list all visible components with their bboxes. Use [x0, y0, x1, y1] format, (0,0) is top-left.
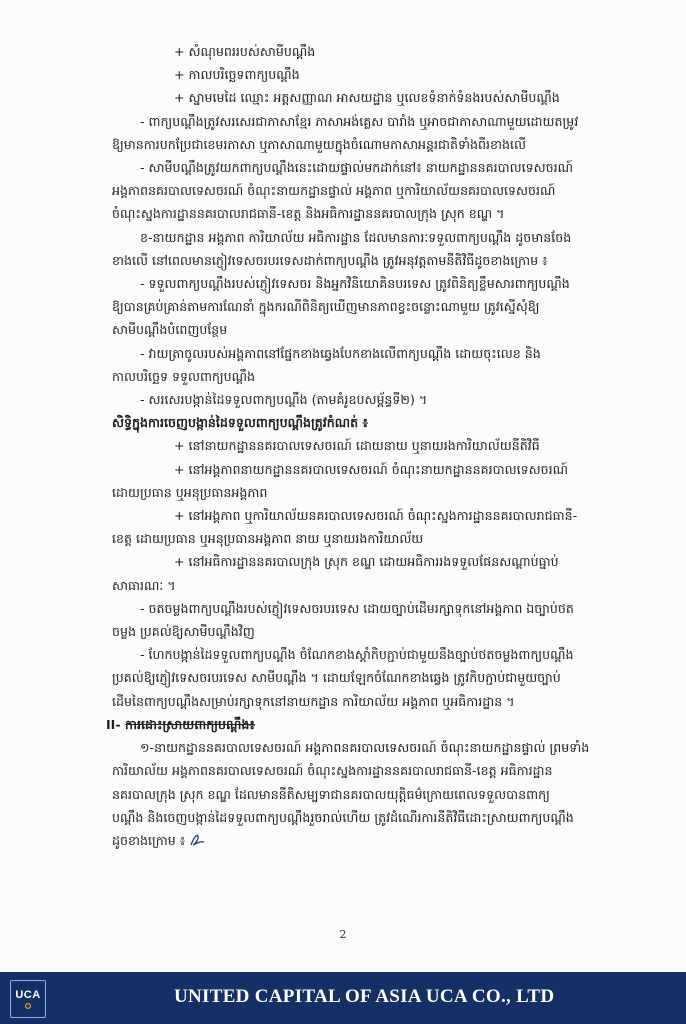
text-line: + នៅអង្គភាព ឬការិយាល័យនគរបាលទេសចរណ៍ ចំណុះស្នងការដ្ឋាននគរបាលរាជធានី- — [174, 508, 578, 524]
text-line: + នៅអង្គភាពនាយកដ្ឋាននគរបាលទេសចរណ៍ ចំណុះនាយកដ្ឋាននគរបាលទេសចរណ៍ — [174, 461, 568, 477]
section-heading — [106, 713, 660, 736]
text-line: - វាយត្រាចូលរបស់អង្គភាពនៅផ្នែកខាងឆ្វេងបែកខាងលើពាក្យបណ្តឹង ដោយចុះលេខ និង — [140, 345, 541, 361]
text-line: ការិយាល័យ អង្គភាពនគរបាលទេសចរណ៍ ចំណុះស្នងការដ្ឋាននគរបាលរាជធានី-ខេត្ត អធិការដ្ឋាន — [112, 763, 553, 779]
text-line: ឱ្យបានគ្រប់គ្រាន់តាមការណែនាំ ក្នុងករណីពិនិត្យឃើញមានភាពខ្វះចន្លោះណាមួយ ត្រូវស្នើសុំឱ្យ — [112, 299, 540, 315]
signature-icon — [189, 833, 205, 847]
text-line: - ហែកបង្កាន់ដៃទទួលពាក្យបណ្តឹង ចំណែកខាងស្តាំកិបភ្ជាប់ជាមួយនឹងច្បាប់ថតចម្លងពាក្យបណ្តឹង — [140, 647, 574, 663]
section-heading-number: II- — [106, 716, 121, 732]
text-line: + នៅអធិការដ្ឋាននគរបាលក្រុង ស្រុក ខណ្ឌ ដោយអធិការរងទទួលផែនសណ្តាប់ធ្នាប់ — [174, 554, 559, 570]
text-line: ចំណុះស្នងការដ្ឋាននគរបាលរាជធានី-ខេត្ត និងអធិការដ្ឋាននគរបាលក្រុង ស្រុក ខណ្ឌ ។ — [112, 206, 505, 222]
text-line: នគរបាលក្រុង ស្រុក ខណ្ឌ ដែលមាននីតិសម្បទាជានគរបាលយុត្តិធម៌ក្រោយពេលទទួលបានពាក្យ — [112, 786, 550, 802]
text-line: ខាងលើ នៅពេលមានភ្ញៀវទេសចរបរទេសដាក់ពាក្យបណ្តឹង ត្រូវអនុវត្តតាមនីតិវិធីដូចខាងក្រោម ៖ — [112, 252, 548, 268]
text-line: ខេត្ត ដោយប្រធាន ឬអនុប្រធានអង្គភាព នាយ ឬនាយរងការិយាល័យ — [112, 531, 424, 547]
text-line: ប្រគល់ឱ្យភ្ញៀវទេសចរបរទេស សាមីបណ្តឹង ។ ដោយឡែកចំណែកខាងឆ្វេង ត្រូវកិបភ្ជាប់ជាមួយច្បាប់ — [112, 670, 561, 686]
text-line: ដោយប្រធាន ឬអនុប្រធានអង្គភាព — [112, 484, 268, 500]
text-line: ឱ្យមានការបកប្រែជាខេមរភាសា ឬភាសាណាមួយក្នុងចំណោមភាសាអន្តរជាតិទាំងពីរខាងលើ — [112, 136, 526, 152]
document-body — [106, 40, 660, 852]
text-line: ១-នាយកដ្ឋាននគរបាលទេសចរណ៍ អង្គភាពនគរបាលទេសចរណ៍ ចំណុះនាយកដ្ឋានផ្ទាល់ ព្រមទាំង — [140, 740, 590, 756]
paragraph-block — [112, 40, 660, 713]
company-name: UNITED CAPITAL OF ASIA UCA CO., LTD — [174, 986, 555, 1007]
text-line: សិទ្ធិក្នុងការចេញបង្កាន់ដៃទទួលពាក្យបណ្តឹងត្រូវកំណត់ ៖ — [112, 415, 369, 431]
text-line: - ពាក្យបណ្តឹងត្រូវសរសេរជាភាសាខ្មែរ ភាសាអង់គ្លេស បារាំង ឬអាចជាភាសាណាមួយដោយតម្រូវ — [140, 113, 579, 129]
text-line: + ស្នាមមេដៃ ឈ្មោះ អត្តសញ្ញាណ អាសយដ្ឋាន ឬលេខទំនាក់ទំនងរបស់សាមីបណ្តឹង — [174, 90, 560, 106]
text-line: + សំណុមពររបស់សាមីបណ្តឹង — [174, 44, 316, 59]
text-line: + នៅនាយកដ្ឋាននគរបាលទេសចរណ៍ ដោយនាយ ឬនាយរងការិយាល័យនីតិវិធី — [174, 438, 540, 454]
text-line: + កាលបរិច្ឆេទពាក្យបណ្តឹង — [174, 67, 300, 83]
text-line: - ទទួលពាក្យបណ្តឹងរបស់ភ្ញៀវទេសចរ និងអ្នកវិនិយោគិនបរទេស ត្រូវពិនិត្យខ្លឹមសារពាក្យបណ្តឹង — [140, 276, 570, 292]
text-line: កាលបរិច្ឆេទ ទទួលពាក្យបណ្តឹង — [112, 368, 256, 384]
section-heading-text: ការដោះស្រាយពាក្យបណ្តឹង៖ — [125, 716, 255, 732]
text-line: អង្គភាពនគរបាលទេសចរណ៍ ចំណុះនាយកដ្ឋានផ្ទាល់ អង្គភាព ឬការិយាល័យនគរបាលទេសចរណ៍ — [112, 183, 556, 199]
logo-mark-icon — [23, 1003, 33, 1009]
text-line: ដើមនៃពាក្យបណ្តឹងសម្រាប់រក្សាទុកនៅនាយកដ្ឋាន ការិយាល័យ អង្គភាព ឬអធិការដ្ឋាន ។ — [112, 693, 515, 709]
text-line: ខ-នាយកដ្ឋាន អង្គភាព ការិយាល័យ អធិការដ្ឋាន ដែលមានភារៈទទួលពាក្យបណ្តឹង ដូចមានចែង — [140, 229, 572, 245]
text-line: - សរសេរបង្កាន់ដៃទទួលពាក្យបណ្តឹង (តាមគំរូឧបសម្ព័ន្ធទី២) ។ — [140, 392, 428, 408]
text-line: បណ្តឹង និងចេញបង្កាន់ដៃទទួលពាក្យបណ្តឹងរួចរាល់ហើយ ត្រូវដំណើរការនីតិវិធីដោះស្រាយពាក្យបណ្តឹង — [112, 809, 574, 825]
text-line: - សាមីបណ្តឹងត្រូវយកពាក្យបណ្តឹងនេះដោយផ្ទាល់មកដាក់នៅ៖ នាយកដ្ឋាននគរបាលទេសចរណ៍ — [140, 160, 573, 176]
footer-banner — [0, 972, 686, 1024]
page-number: 2 — [339, 928, 347, 941]
logo-text: UCA — [15, 989, 41, 1001]
text-line: ចម្លង ប្រគល់ឱ្យសាមីបណ្តឹងវិញ — [112, 624, 255, 640]
company-logo — [10, 980, 46, 1018]
text-line: សាធារណៈ ។ — [112, 577, 176, 593]
text-line: សាមីបណ្តឹងបំពេញបន្ថែម — [112, 322, 228, 338]
text-line: - ចតចម្លងពាក្យបណ្តឹងរបស់ភ្ញៀវទេសចរបរទេស ដោយច្បាប់ដើមរក្សាទុកនៅអង្គភាព ឯច្បាប់ថត — [140, 600, 574, 616]
text-line: ដូចខាងក្រោម ៖ — [112, 829, 660, 852]
closing-paragraph-block — [112, 736, 660, 852]
